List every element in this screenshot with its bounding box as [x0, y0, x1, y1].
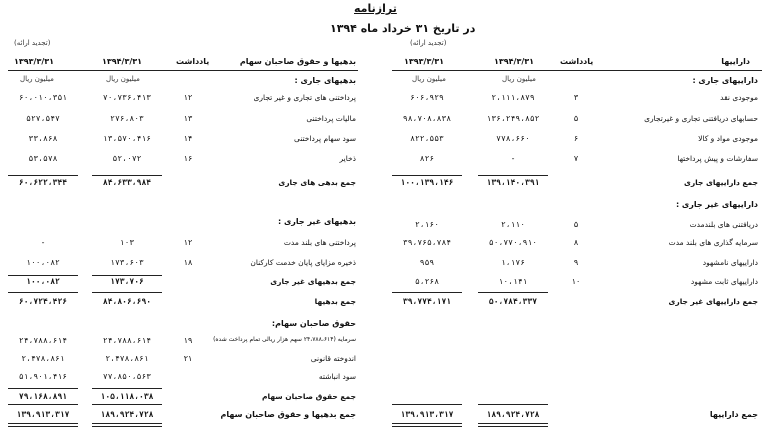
liab-row-value-1394: ۵۲،۰۷۲: [112, 154, 142, 163]
liab-row-note: ۲۱: [183, 354, 193, 363]
asset-row-label: سفارشات و پیش پرداختها: [677, 154, 758, 163]
liab-row-note: ۱۹: [183, 336, 193, 345]
rule-liab-total-a: [92, 292, 162, 293]
rule-grand-b: [392, 404, 462, 405]
liab-row-label: پرداختنی های بلند مدت: [283, 238, 356, 247]
liab-total-b: ۱۳۹،۹۱۳،۳۱۷: [16, 410, 70, 419]
liab-row-value-1394: ۱۷۳،۶۰۳: [110, 258, 144, 267]
liab-row-value-1393: ۵۲۷،۵۴۷: [26, 114, 60, 123]
liab-row-value-1394: ۷۷،۸۵۰،۵۶۳: [102, 372, 152, 381]
liab-row-value-1394: ۱۷۳،۷۰۶: [110, 277, 144, 286]
asset-row-label: جمع داراییهای جاری: [683, 178, 758, 187]
asset-row-value-1394: ۵۰،۷۸۴،۳۳۷: [488, 297, 538, 306]
asset-row-label: داراییهای ثابت مشهود: [690, 277, 758, 286]
dbl-rule-liab-b: [8, 423, 78, 427]
liab-row-label: سود سهام پرداختنی: [294, 134, 356, 143]
rule-equity-b: [8, 388, 78, 389]
asset-row-label: داراییهای نامشهود: [702, 258, 758, 267]
liab-row-label: سود انباشته: [318, 372, 356, 381]
liab-row-value-1394: ۲۴،۷۸۸،۶۱۴: [102, 336, 152, 345]
assets-current-header: داراییهای جاری :: [692, 76, 758, 85]
liab-row-value-1394: ۷۰،۷۳۶،۴۱۳: [102, 93, 152, 102]
unit-y1393-right: میلیون ریال: [412, 75, 446, 83]
liab-row-value-1393: ۶۰،۶۲۲،۳۴۴: [18, 178, 68, 187]
liab-row-note: ۱۳: [183, 114, 193, 123]
rule-assets-nc-b: [392, 292, 462, 293]
liab-row-note: ۱۶: [183, 154, 193, 163]
rule-liab-current-a: [92, 175, 162, 176]
header-rule-right: [392, 70, 762, 71]
rule-equity-a: [92, 388, 162, 389]
rule-grand-la: [92, 404, 162, 405]
asset-row-value-1394: ۱،۱۷۶: [500, 258, 526, 267]
statement-date: در تاریخ ۳۱ خرداد ماه ۱۳۹۴: [330, 22, 476, 35]
col-header-assets: داراییها: [721, 57, 750, 66]
asset-row-note: ۵: [573, 220, 579, 229]
asset-row-label: دریافتنی های بلندمدت: [689, 220, 758, 229]
liab-total-a: ۱۸۹،۹۲۴،۷۲۸: [100, 410, 154, 419]
liab-row-value-1393: ۷۹،۱۶۸،۸۹۱: [18, 392, 68, 401]
unit-y1394-right: میلیون ریال: [502, 75, 536, 83]
asset-row-value-1394: -: [510, 154, 516, 163]
asset-row-note: ۵: [573, 114, 579, 123]
rule-grand-lb: [8, 404, 78, 405]
rule-assets-current-b: [392, 175, 462, 176]
liab-row-note: ۱۸: [183, 258, 193, 267]
col-header-note-left: یادداشت: [176, 57, 210, 66]
col-header-y1393-right: ۱۳۹۳/۳/۳۱: [404, 57, 445, 66]
asset-row-note: ۸: [573, 238, 579, 247]
liab-row-note: ۱۲: [183, 93, 193, 102]
assets-total-a: ۱۸۹،۹۲۴،۷۲۸: [486, 410, 540, 419]
liab-row-value-1393: ۳۳،۸۶۸: [28, 134, 58, 143]
liab-row-label: جمع حقوق صاحبان سهام: [262, 392, 356, 401]
liab-row-value-1394: ۸۴،۶۳۳،۹۸۴: [102, 178, 152, 187]
asset-row-label: موجودی نقد: [720, 93, 758, 102]
asset-row-value-1394: ۷۷۸،۶۶۰: [496, 134, 530, 143]
liab-row-label: ذخایر: [339, 154, 356, 163]
asset-row-label: جمع داراییهای غیر جاری: [668, 297, 758, 306]
col-header-y1394-right: ۱۳۹۴/۳/۳۱: [494, 57, 535, 66]
liab-noncurrent-header: بدهیهای غیر جاری :: [277, 217, 356, 226]
restated-label-center: (تجدید ارائه): [410, 39, 447, 47]
asset-row-value-1394: ۲،۱۱۰: [500, 220, 526, 229]
asset-row-note: ۱۰: [571, 277, 581, 286]
rule-liab-current-b: [8, 175, 78, 176]
statement-title: ترازنامه: [354, 2, 397, 15]
asset-row-value-1393: ۳۹،۷۷۴،۱۷۱: [402, 297, 452, 306]
asset-row-note: ۷: [573, 154, 579, 163]
liab-row-value-1394: ۱۰۳: [119, 238, 135, 247]
assets-noncurrent-header: داراییهای غیر جاری :: [675, 200, 758, 209]
liab-row-label: مالیات پرداختنی: [306, 114, 356, 123]
liab-row-value-1393: ۲۴،۷۸۸،۶۱۴: [18, 336, 68, 345]
asset-row-value-1393: ۶۰۶،۹۲۹: [410, 93, 444, 102]
asset-row-value-1394: ۱۳۹،۱۴۰،۳۹۱: [486, 178, 540, 187]
asset-row-label: موجودی مواد و کالا: [698, 134, 758, 143]
rule-assets-current: [478, 175, 548, 176]
restated-label-left: (تجدید ارائه): [14, 39, 51, 47]
liab-row-value-1393: ۲،۴۷۸،۸۶۱: [21, 354, 65, 363]
rule-liab-nc-a: [92, 275, 162, 276]
col-header-y1393-left: ۱۳۹۳/۳/۳۱: [14, 57, 55, 66]
rule-assets-nc-a: [478, 292, 548, 293]
asset-row-value-1393: ۲،۱۶۰: [414, 220, 440, 229]
liab-current-header: بدهیهای جاری :: [294, 76, 356, 85]
rule-liab-nc-b: [8, 275, 78, 276]
liab-row-value-1394: ۱۳،۵۷۰،۴۱۶: [102, 134, 152, 143]
liab-row-value-1394: ۲۷۶،۸۰۳: [110, 114, 144, 123]
liab-row-label: اندوخته قانونی: [310, 354, 356, 363]
liab-row-label: جمع بدهی های جاری: [278, 178, 356, 187]
liab-row-value-1394: ۸۴،۸۰۶،۶۹۰: [102, 297, 152, 306]
liab-row-label: جمع بدهیها: [314, 297, 356, 306]
liab-row-value-1393: ۵۳،۵۷۸: [28, 154, 58, 163]
asset-row-value-1393: ۹۸،۷۰۸،۸۳۸: [402, 114, 452, 123]
dbl-rule-assets-a: [478, 423, 548, 427]
asset-row-value-1393: ۵،۲۶۸: [414, 277, 440, 286]
liab-total-label: جمع بدهیها و حقوق صاحبان سهام: [220, 410, 356, 419]
liab-row-label: جمع بدهیهای غیر جاری: [270, 277, 356, 286]
asset-row-note: ۶: [573, 134, 579, 143]
asset-row-value-1394: ۵۰،۷۷۰،۹۱۰: [488, 238, 538, 247]
liab-row-note: ۱۴: [183, 134, 193, 143]
liab-row-value-1394: ۱۰۵،۱۱۸،۰۳۸: [100, 392, 154, 401]
col-header-liabilities: بدهیها و حقوق صاحبان سهام: [239, 57, 356, 66]
col-header-note-right: یادداشت: [560, 57, 594, 66]
assets-total-b: ۱۳۹،۹۱۳،۳۱۷: [400, 410, 454, 419]
asset-row-value-1394: ۱۰،۱۴۱: [498, 277, 528, 286]
asset-row-value-1394: ۱۳۶،۲۴۹،۸۵۲: [486, 114, 540, 123]
asset-row-label: حسابهای دریافتنی تجاری و غیرتجاری: [644, 114, 758, 123]
header-rule-left: [8, 70, 358, 71]
liab-row-label: سرمایه (۲۴،۷۸۸،۶۱۴ سهم هزار ریالی تمام پرداخت شده): [213, 336, 356, 343]
asset-row-note: ۹: [573, 258, 579, 267]
asset-row-value-1393: ۸۲۶: [419, 154, 435, 163]
asset-row-value-1393: ۱۰۰،۱۳۹،۱۴۶: [400, 178, 454, 187]
rule-grand-a: [478, 404, 548, 405]
liab-row-value-1393: ۶۰،۷۲۴،۴۲۶: [18, 297, 68, 306]
liab-row-value-1393: ۶۰،۰۱۰،۳۵۱: [18, 93, 68, 102]
unit-y1393-left: میلیون ریال: [20, 75, 54, 83]
liab-row-value-1393: -: [40, 238, 46, 247]
col-header-y1394-left: ۱۳۹۴/۳/۳۱: [102, 57, 143, 66]
liab-row-label: ذخیره مزایای پایان خدمت کارکنان: [250, 258, 356, 267]
unit-y1394-left: میلیون ریال: [106, 75, 140, 83]
dbl-rule-liab-a: [92, 423, 162, 427]
liab-row-value-1393: ۱۰۰،۰۸۲: [26, 277, 60, 286]
equity-header: حقوق صاحبان سهام:: [271, 319, 356, 328]
rule-liab-total-b: [8, 292, 78, 293]
asset-row-note: ۳: [573, 93, 579, 102]
liab-row-label: پرداختنی های تجاری و غیر تجاری: [253, 93, 356, 102]
asset-row-label: سرمایه گذاری های بلند مدت: [668, 238, 758, 247]
asset-row-value-1394: ۲،۱۱۱،۸۷۹: [491, 93, 535, 102]
assets-total-label: جمع داراییها: [709, 410, 758, 419]
liab-row-note: ۱۲: [183, 238, 193, 247]
asset-row-value-1393: ۹۵۹: [419, 258, 435, 267]
asset-row-value-1393: ۳۹،۷۶۵،۷۸۴: [402, 238, 452, 247]
liab-row-value-1393: ۱۰۰،۰۸۲: [26, 258, 60, 267]
liab-row-value-1394: ۲،۴۷۸،۸۶۱: [105, 354, 149, 363]
dbl-rule-assets-b: [392, 423, 462, 427]
asset-row-value-1393: ۸۲۲،۵۵۳: [410, 134, 444, 143]
liab-row-value-1393: ۵۱،۹۰۱،۴۱۶: [18, 372, 68, 381]
